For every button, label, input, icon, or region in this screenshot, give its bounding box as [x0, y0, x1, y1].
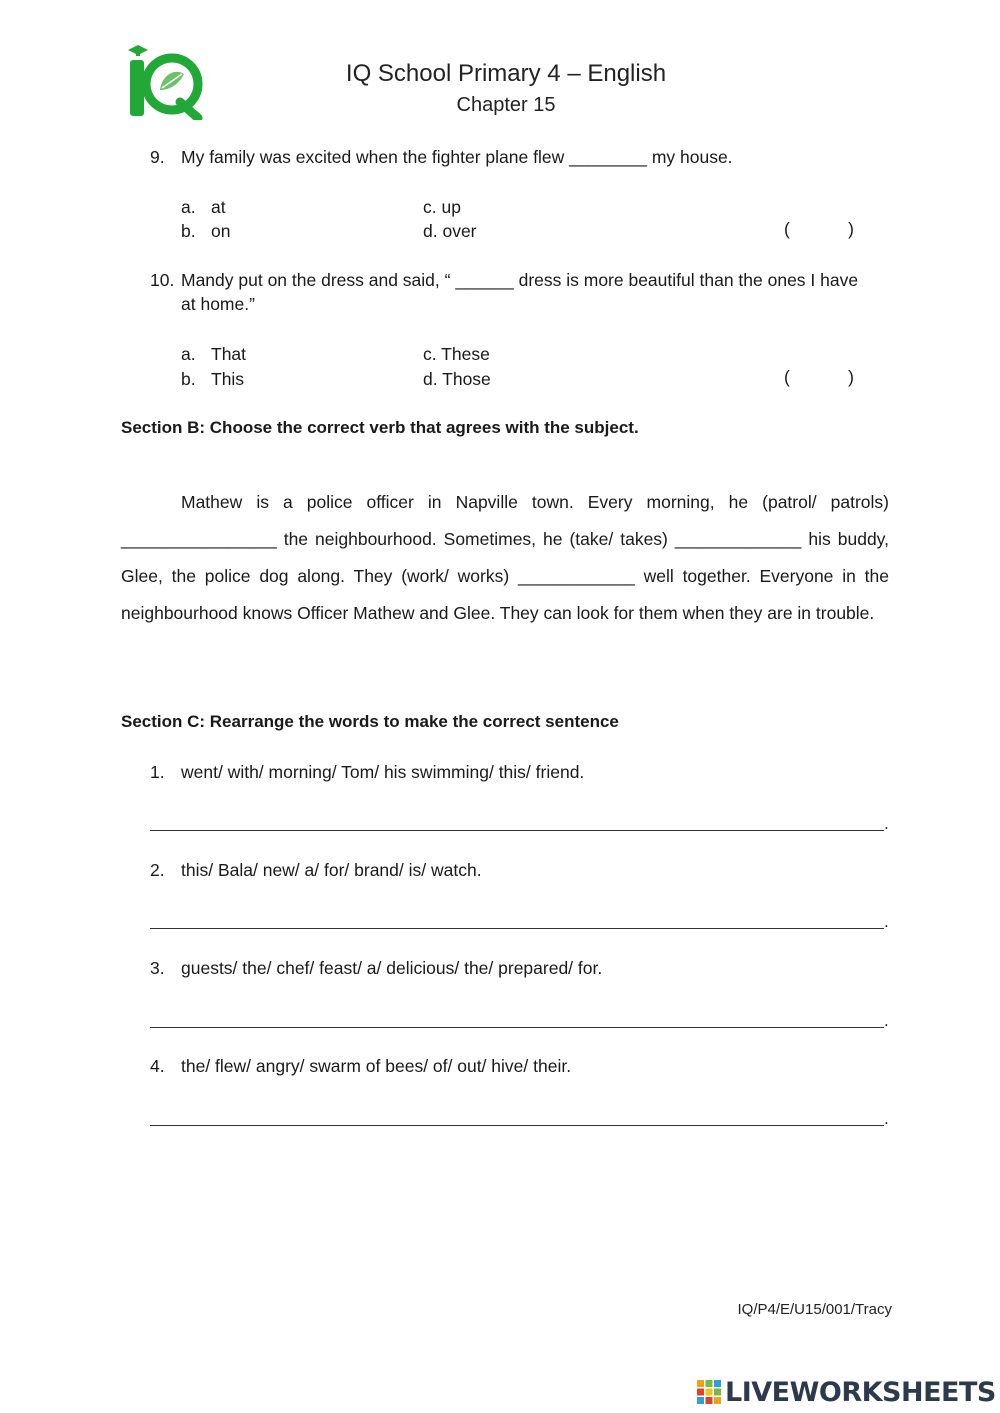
- answer-bracket[interactable]: [784, 219, 854, 240]
- item-number: 2.: [150, 860, 165, 880]
- option-text-b: This: [211, 369, 245, 389]
- bracket-open: (: [784, 367, 790, 387]
- question-text: My family was excited when the fighter plane flew ________ my house.: [181, 147, 733, 167]
- line-end-dot: .: [884, 1011, 889, 1030]
- item-number: 3.: [150, 958, 165, 978]
- chapter-subtitle: Chapter 15: [456, 94, 556, 116]
- bracket-close: ): [848, 367, 854, 387]
- option-c: c. up: [423, 197, 461, 217]
- line-end-dot: .: [884, 912, 889, 931]
- worksheet-title: IQ School Primary 4 – English: [345, 60, 667, 87]
- option-d: d. over: [423, 221, 477, 241]
- item-number: 1.: [150, 762, 165, 782]
- question-number: 9.: [150, 147, 165, 167]
- answer-line[interactable]: [150, 1027, 884, 1028]
- option-letter-a: a.: [181, 197, 196, 217]
- liveworksheets-wordmark: LIVEWORKSHEETS: [725, 1376, 996, 1408]
- option-text-b: on: [211, 221, 231, 241]
- document-code: IQ/P4/E/U15/001/Tracy: [737, 1301, 892, 1318]
- section-b-title: Section B: Choose the correct verb that agrees with the subject.: [121, 418, 639, 437]
- item-text: this/ Bala/ new/ a/ for/ brand/ is/ watch.: [181, 860, 482, 880]
- option-text-a: at: [211, 197, 226, 217]
- option-letter-b: b.: [181, 221, 196, 241]
- item-text: guests/ the/ chef/ feast/ a/ delicious/ the/ prepared/ for.: [181, 958, 603, 978]
- line-end-dot: .: [884, 814, 889, 833]
- iq-school-logo: [120, 44, 210, 120]
- answer-line[interactable]: [150, 830, 884, 831]
- answer-bracket[interactable]: [784, 367, 854, 388]
- option-d: d. Those: [423, 369, 491, 389]
- question-text: Mandy put on the dress and said, “ ______ dress is more beautiful than the ones I have at home.”: [181, 270, 859, 314]
- option-letter-b: b.: [181, 369, 196, 389]
- answer-line[interactable]: [150, 1125, 884, 1126]
- answer-line[interactable]: [150, 928, 884, 929]
- option-text-a: That: [211, 344, 247, 364]
- line-end-dot: .: [884, 1109, 889, 1128]
- item-text: went/ with/ morning/ Tom/ his swimming/ this/ friend.: [181, 762, 585, 782]
- passage-text: Mathew is a police officer in Napville town. Every morning, he (patrol/ patrols) ________________ the neighbourhood. Sometimes, he (take/ takes) _____________ his buddy, Glee, the police dog along. They (work/ works) ____________ well together. Everyone in the neighbourhood knows Officer Mathew and Glee. They can look for them when they are in trouble.: [121, 492, 889, 623]
- bracket-open: (: [784, 219, 790, 239]
- bracket-close: ): [848, 219, 854, 239]
- liveworksheets-logo: [697, 1376, 996, 1408]
- option-c: c. These: [423, 344, 490, 364]
- section-c-title: Section C: Rearrange the words to make the correct sentence: [121, 712, 619, 731]
- item-number: 4.: [150, 1056, 165, 1076]
- liveworksheets-icon: [697, 1380, 721, 1404]
- question-number: 10.: [150, 270, 175, 290]
- section-b-passage: [121, 484, 889, 632]
- option-letter-a: a.: [181, 344, 196, 364]
- item-text: the/ flew/ angry/ swarm of bees/ of/ out/ hive/ their.: [181, 1056, 572, 1076]
